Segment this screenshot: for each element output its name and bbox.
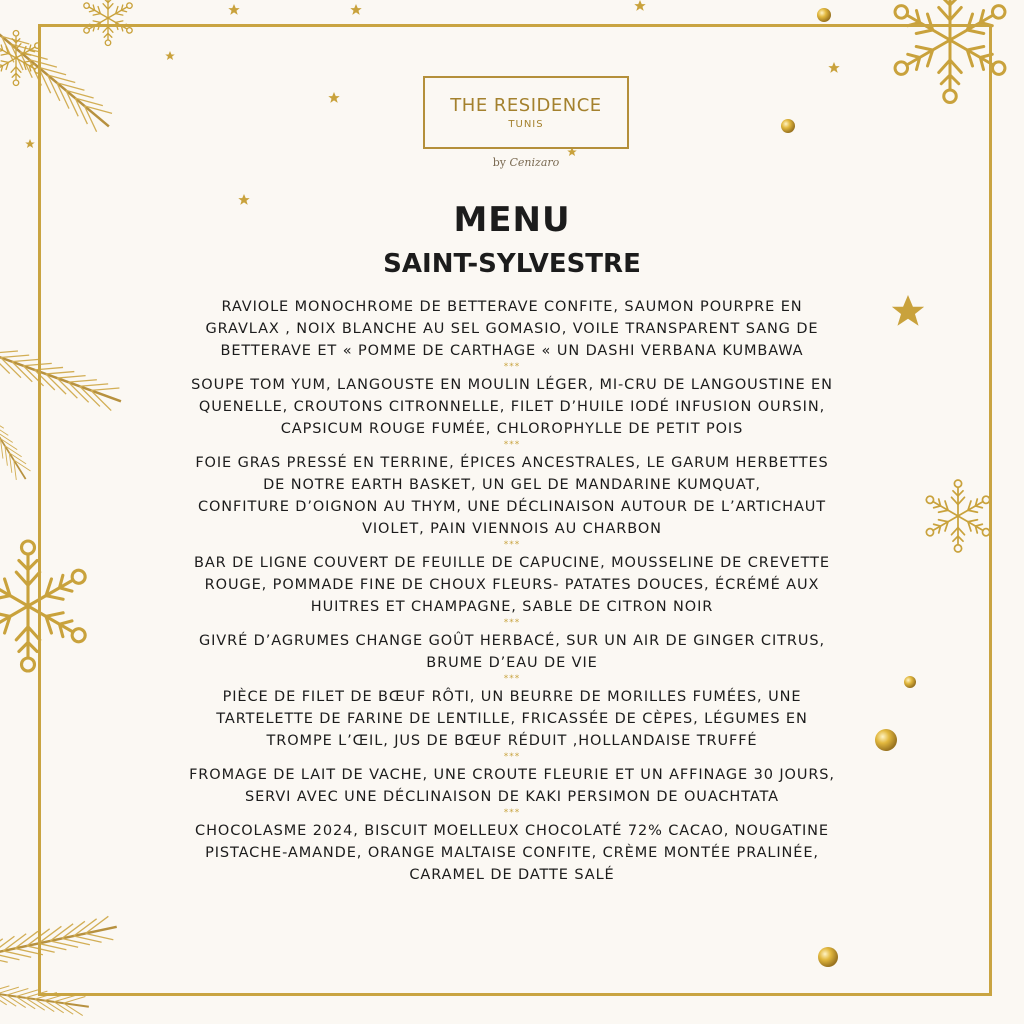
logo-name: THE RESIDENCE	[450, 95, 602, 116]
course-line: CARAMEL DE DATTE SALÉ	[409, 867, 615, 883]
course-list	[120, 296, 904, 886]
menu-course	[120, 686, 904, 752]
star-icon	[634, 0, 645, 11]
course-line: QUENELLE, CROUTONS CITRONNELLE, FILET D’HUILE IODÉ INFUSION OURSIN,	[198, 399, 826, 415]
star-icon	[228, 4, 239, 15]
course-line: ROUGE, POMMADE FINE DE CHOUX FLEURS- PATATES DOUCES, ÉCRÉMÉ AUX	[204, 577, 820, 593]
course-separator: ***	[503, 362, 521, 372]
pine-branch-icon	[0, 386, 33, 484]
course-line: DE NOTRE EARTH BASKET, UN GEL DE MANDARINE KUMQUAT,	[263, 477, 761, 493]
course-line: BETTERAVE ET « POMME DE CARTHAGE « UN DASHI VERBANA KUMBAWA	[220, 343, 804, 359]
logo-byline	[440, 156, 612, 169]
star-icon	[25, 139, 35, 148]
course-line: TROMPE L’ŒIL, JUS DE BŒUF RÉDUIT ,HOLLANDAISE TRUFFÉ	[266, 733, 758, 749]
menu-course	[120, 374, 904, 440]
course-separator: ***	[503, 440, 521, 450]
course-separator: ***	[503, 618, 521, 628]
course-line: PISTACHE-AMANDE, ORANGE MALTAISE CONFITE, CRÈME MONTÉE PRALINÉE,	[205, 845, 819, 861]
course-line: FOIE GRAS PRESSÉ EN TERRINE, ÉPICES ANCESTRALES, LE GARUM HERBETTES	[195, 455, 829, 471]
course-line: GRAVLAX , NOIX BLANCHE AU SEL GOMASIO, VOILE TRANSPARENT SANG DE	[205, 321, 819, 337]
logo-by-prefix: by	[492, 156, 506, 169]
star-icon	[350, 4, 361, 15]
course-line: SOUPE TOM YUM, LANGOUSTE EN MOULIN LÉGER, MI-CRU DE LANGOUSTINE EN	[191, 377, 833, 393]
course-line: RAVIOLE MONOCHROME DE BETTERAVE CONFITE, SAUMON POURPRE EN	[221, 299, 803, 315]
menu-course	[120, 552, 904, 618]
course-line: CHOCOLASME 2024, BISCUIT MOELLEUX CHOCOLATÉ 72% CACAO, NOUGATINE	[195, 823, 829, 839]
course-line: VIOLET, PAIN VIENNOIS AU CHARBON	[362, 521, 662, 537]
menu-course	[120, 296, 904, 362]
course-line: GIVRÉ D’AGRUMES CHANGE GOÛT HERBACÉ, SUR UN AIR DE GINGER CITRUS,	[199, 633, 825, 649]
course-line: CONFITURE D’OIGNON AU THYM, UNE DÉCLINAISON AUTOUR DE L’ARTICHAUT	[197, 499, 827, 515]
course-line: BAR DE LIGNE COUVERT DE FEUILLE DE CAPUCINE, MOUSSELINE DE CREVETTE	[193, 555, 830, 571]
gold-ball-icon	[817, 8, 831, 22]
menu-title: MENU	[453, 200, 571, 240]
course-line: FROMAGE DE LAIT DE VACHE, UNE CROUTE FLEURIE ET UN AFFINAGE 30 JOURS,	[189, 767, 835, 783]
menu-course	[120, 630, 904, 674]
course-line: HUITRES ET CHAMPAGNE, SABLE DE CITRON NOIR	[310, 599, 714, 615]
logo-by-brand: Cenizaro	[509, 156, 560, 169]
course-line: BRUME D’EAU DE VIE	[426, 655, 598, 671]
course-line: CAPSICUM ROUGE FUMÉE, CHLOROPHYLLE DE PETIT POIS	[280, 421, 744, 437]
course-separator: ***	[503, 674, 521, 684]
course-line: SERVI AVEC UNE DÉCLINAISON DE KAKI PERSIMON DE OUACHTATA	[245, 789, 779, 805]
course-line: TARTELETTE DE FARINE DE LENTILLE, FRICASSÉE DE CÈPES, LÉGUMES EN	[216, 711, 808, 727]
course-separator: ***	[503, 540, 521, 550]
course-line: PIÈCE DE FILET DE BŒUF RÔTI, UN BEURRE DE MORILLES FUMÉES, UNE	[222, 689, 802, 705]
logo	[423, 76, 629, 149]
course-separator: ***	[503, 808, 521, 818]
menu-course	[120, 820, 904, 886]
course-separator: ***	[503, 752, 521, 762]
menu-course	[120, 764, 904, 808]
logo-city: TUNIS	[508, 119, 544, 130]
menu-subtitle: SAINT-SYLVESTRE	[383, 249, 641, 279]
menu-course	[120, 452, 904, 540]
